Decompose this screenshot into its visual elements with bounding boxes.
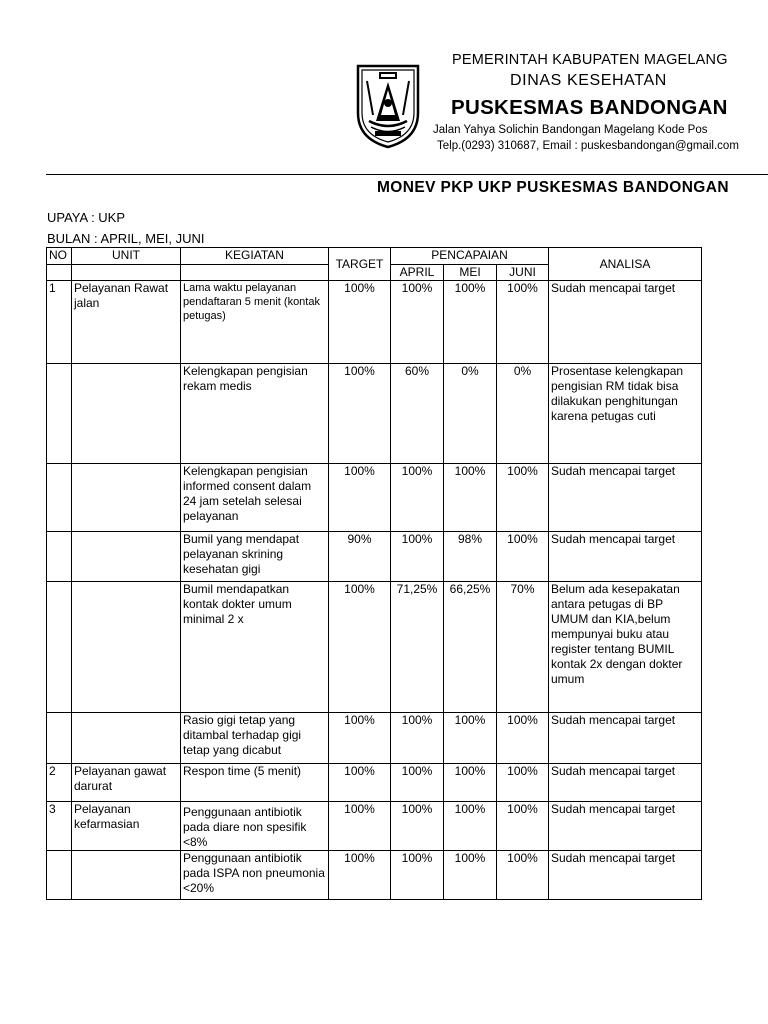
table-row <box>47 364 702 464</box>
cell-analisa: Belum ada kesepakatan antara petugas di BP UMUM dan KIA,belum mempunyai buku atau register tentang BUMIL kontak 2x dengan dokter umum <box>549 582 702 713</box>
cell-analisa: Sudah mencapai target <box>549 713 702 764</box>
cell-juni: 0% <box>497 364 549 464</box>
header-unit: UNIT <box>72 248 181 265</box>
cell-april: 100% <box>391 281 444 364</box>
header-analisa: ANALISA <box>549 248 702 281</box>
cell-analisa: Sudah mencapai target <box>549 532 702 582</box>
cell-mei: 100% <box>444 851 497 900</box>
cell-no: 1 <box>47 281 72 364</box>
cell-april: 100% <box>391 851 444 900</box>
table-row <box>47 464 702 532</box>
cell-kegiatan: Kelengkapan pengisian rekam medis <box>181 364 329 464</box>
cell-no <box>47 364 72 464</box>
cell-unit <box>72 713 181 764</box>
header-kegiatan: KEGIATAN <box>181 248 329 265</box>
header-pencapaian: PENCAPAIAN <box>391 248 549 265</box>
cell-juni: 100% <box>497 802 549 851</box>
cell-unit <box>72 851 181 900</box>
table-row <box>47 582 702 713</box>
cell-unit: Pelayanan kefarmasian <box>72 802 181 851</box>
table-row <box>47 281 702 364</box>
header-kegiatan-blank <box>181 265 329 281</box>
header-mei: MEI <box>444 265 497 281</box>
cell-juni: 100% <box>497 281 549 364</box>
header-juni: JUNI <box>497 265 549 281</box>
cell-no <box>47 532 72 582</box>
cell-juni: 100% <box>497 464 549 532</box>
cell-kegiatan: Respon time (5 menit) <box>181 764 329 802</box>
cell-analisa: Sudah mencapai target <box>549 281 702 364</box>
cell-target: 100% <box>329 464 391 532</box>
bulan-label: BULAN : APRIL, MEI, JUNI <box>47 231 205 246</box>
header-unit-blank <box>72 265 181 281</box>
cell-no <box>47 713 72 764</box>
cell-kegiatan: Lama waktu pelayanan pendaftaran 5 menit (kontak petugas) <box>181 281 329 364</box>
cell-kegiatan: Bumil mendapatkan kontak dokter umum minimal 2 x <box>181 582 329 713</box>
cell-no <box>47 851 72 900</box>
cell-kegiatan: Kelengkapan pengisian informed consent dalam 24 jam setelah selesai pelayanan <box>181 464 329 532</box>
cell-juni: 70% <box>497 582 549 713</box>
institution-name: PUSKESMAS BANDONGAN <box>451 96 728 119</box>
cell-juni: 100% <box>497 532 549 582</box>
cell-analisa: Sudah mencapai target <box>549 464 702 532</box>
cell-kegiatan: Penggunaan antibiotik pada diare non spesifik <8% <box>181 802 329 851</box>
document-title: MONEV PKP UKP PUSKESMAS BANDONGAN <box>377 179 729 196</box>
header-no: NO <box>47 248 72 265</box>
department-name: DINAS KESEHATAN <box>510 72 667 89</box>
cell-kegiatan: Bumil yang mendapat pelayanan skrining kesehatan gigi <box>181 532 329 582</box>
cell-mei: 100% <box>444 764 497 802</box>
contact-text: Telp.(0293) 310687, Email : puskesbandongan@gmail.com <box>437 140 739 152</box>
cell-unit: Pelayanan Rawat jalan <box>72 281 181 364</box>
cell-april: 100% <box>391 713 444 764</box>
cell-unit <box>72 464 181 532</box>
cell-unit <box>72 582 181 713</box>
cell-no: 2 <box>47 764 72 802</box>
cell-juni: 100% <box>497 713 549 764</box>
cell-april: 100% <box>391 532 444 582</box>
cell-target: 100% <box>329 582 391 713</box>
cell-mei: 100% <box>444 281 497 364</box>
cell-analisa: Sudah mencapai target <box>549 802 702 851</box>
cell-no <box>47 582 72 713</box>
cell-unit <box>72 364 181 464</box>
cell-kegiatan: Rasio gigi tetap yang ditambal terhadap gigi tetap yang dicabut <box>181 713 329 764</box>
cell-mei: 98% <box>444 532 497 582</box>
cell-unit <box>72 532 181 582</box>
cell-target: 90% <box>329 532 391 582</box>
cell-target: 100% <box>329 281 391 364</box>
cell-mei: 66,25% <box>444 582 497 713</box>
cell-mei: 100% <box>444 802 497 851</box>
cell-juni: 100% <box>497 851 549 900</box>
cell-april: 71,25% <box>391 582 444 713</box>
cell-target: 100% <box>329 364 391 464</box>
cell-mei: 0% <box>444 364 497 464</box>
cell-no: 3 <box>47 802 72 851</box>
header-target: TARGET <box>329 248 391 281</box>
cell-kegiatan: Penggunaan antibiotik pada ISPA non pneumonia <20% <box>181 851 329 900</box>
cell-analisa: Prosentase kelengkapan pengisian RM tidak bisa dilakukan penghitungan karena petugas cuti <box>549 364 702 464</box>
cell-analisa: Sudah mencapai target <box>549 851 702 900</box>
cell-mei: 100% <box>444 464 497 532</box>
address-text: Jalan Yahya Solichin Bandongan Magelang Kode Pos <box>433 124 708 136</box>
cell-target: 100% <box>329 802 391 851</box>
cell-april: 100% <box>391 764 444 802</box>
cell-april: 60% <box>391 364 444 464</box>
cell-juni: 100% <box>497 764 549 802</box>
cell-no <box>47 464 72 532</box>
cell-april: 100% <box>391 802 444 851</box>
cell-target: 100% <box>329 713 391 764</box>
table-row <box>47 802 702 851</box>
table-row <box>47 851 702 900</box>
cell-mei: 100% <box>444 713 497 764</box>
table-row <box>47 532 702 582</box>
cell-analisa: Sudah mencapai target <box>549 764 702 802</box>
letterhead-divider <box>46 174 768 175</box>
table-row <box>47 764 702 802</box>
table-row <box>47 713 702 764</box>
government-name: PEMERINTAH KABUPATEN MAGELANG <box>452 52 728 68</box>
header-april: APRIL <box>391 265 444 281</box>
monev-table <box>46 247 702 900</box>
cell-target: 100% <box>329 764 391 802</box>
cell-target: 100% <box>329 851 391 900</box>
kabupaten-emblem-logo <box>355 63 421 149</box>
cell-april: 100% <box>391 464 444 532</box>
upaya-label: UPAYA : UKP <box>47 210 126 225</box>
cell-unit: Pelayanan gawat darurat <box>72 764 181 802</box>
header-no-blank <box>47 265 72 281</box>
